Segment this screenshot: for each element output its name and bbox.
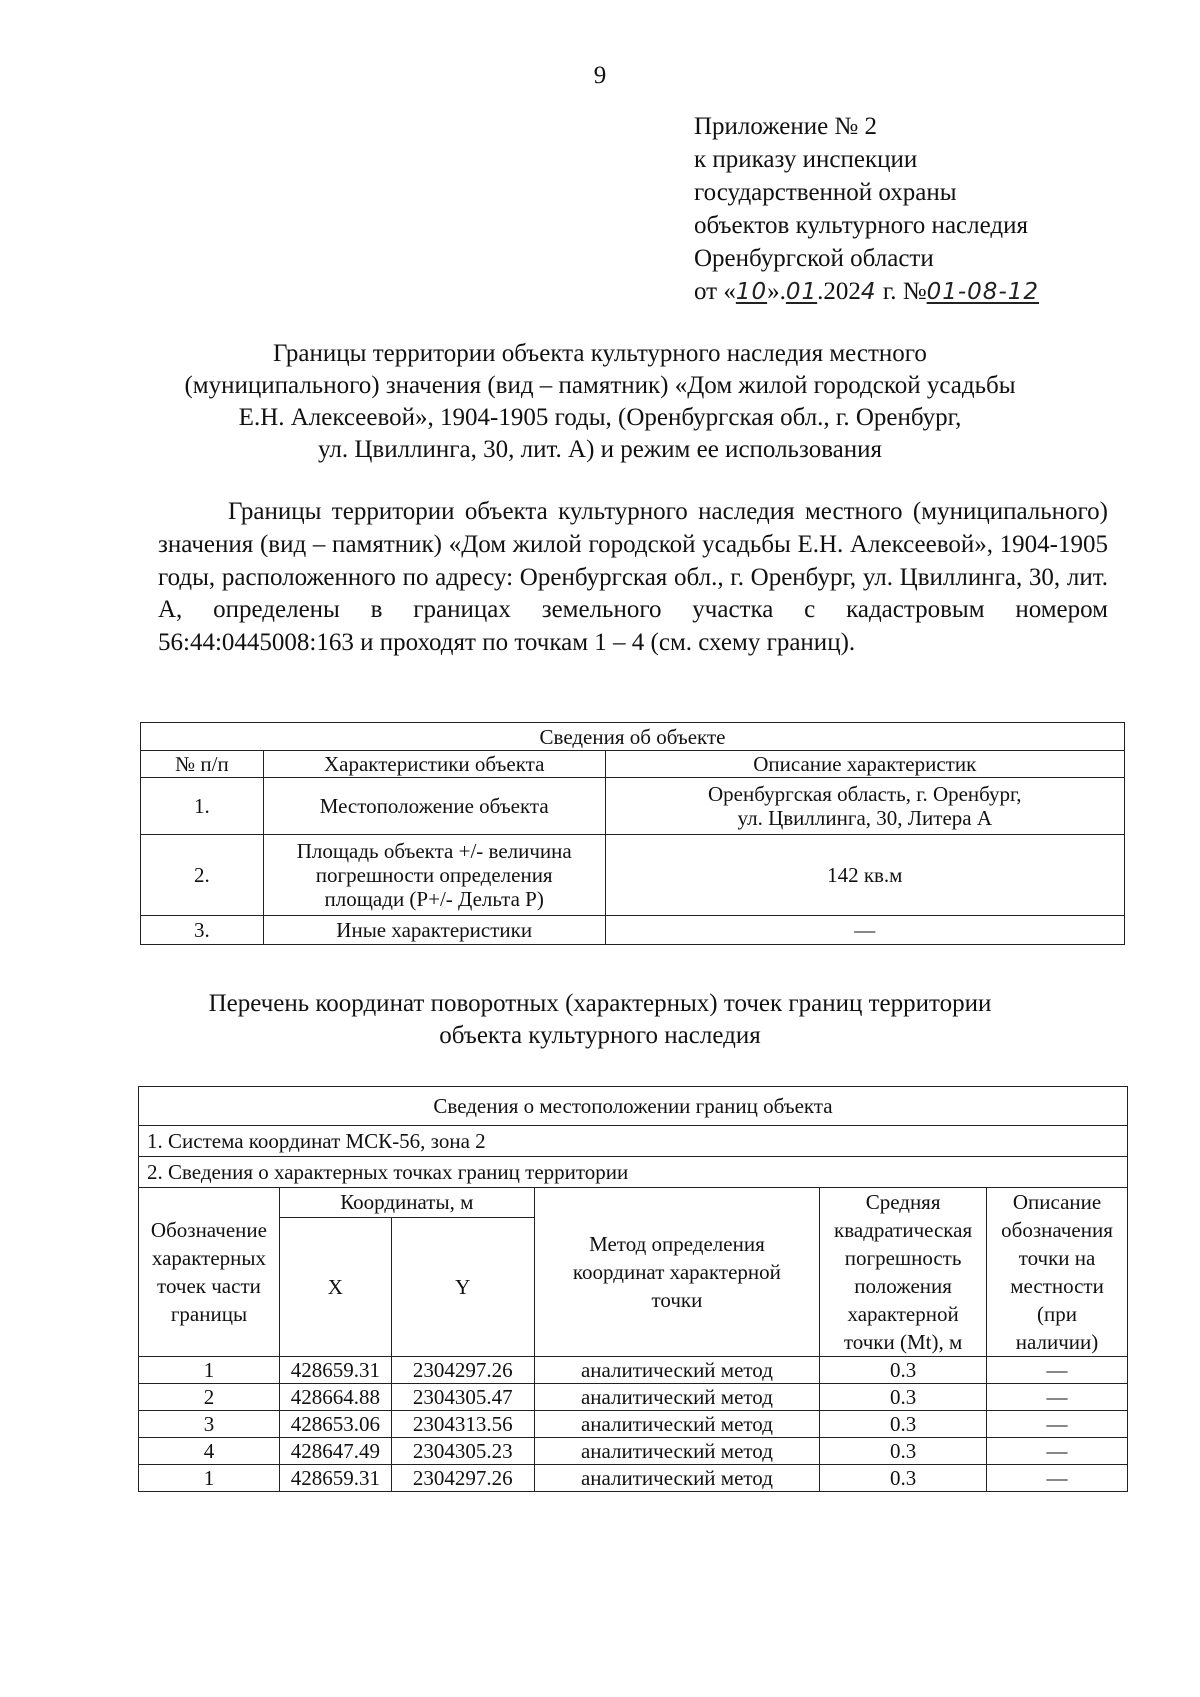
- header-line: координат характерной: [572, 1260, 781, 1284]
- coord-x: 428653.06: [279, 1411, 391, 1438]
- header-line: обозначения: [1001, 1218, 1113, 1242]
- table-row: [141, 778, 1125, 835]
- table-row: [139, 1357, 1128, 1384]
- coord-y: 2304313.56: [391, 1411, 534, 1438]
- method: аналитический метод: [534, 1438, 819, 1465]
- handwritten-day: 10: [735, 279, 768, 305]
- coord-x: 428664.88: [279, 1384, 391, 1411]
- handwritten-year-digit: 4: [860, 279, 877, 305]
- header-line: точки (Mt), м: [843, 1330, 963, 1354]
- handwritten-month: 01: [785, 279, 818, 305]
- appendix-date-line: [694, 275, 1039, 309]
- handwritten-order-number: 01-08-12: [926, 279, 1040, 305]
- method: аналитический метод: [534, 1411, 819, 1438]
- coord-x: 428659.31: [279, 1357, 391, 1384]
- body-paragraph: Границы территории объекта культурного наследия местного (муниципального) значения (вид – памятник) «Дом жилой городской усадьбы Е.Н. Алексеевой», 1904-1905 годы, расположенного по адресу: Оренбургская обл., г. Оренбург, ул. Цвиллинга, 30, лит. А, определены в границах земельного участка с кадастровым номером 56:44:0445008:163 и проходят по точкам 1 – 4 (см. схему границ).: [158, 498, 1108, 657]
- coord-x: 428647.49: [279, 1438, 391, 1465]
- header-line: точки на: [1018, 1246, 1096, 1270]
- appendix-header: [694, 110, 1039, 309]
- table-row: [139, 1411, 1128, 1438]
- header-line: Описание: [1012, 1190, 1102, 1214]
- table-caption: Сведения о местоположении границ объекта: [139, 1087, 1128, 1126]
- coordinates-header: Координаты, м: [279, 1188, 534, 1218]
- column-header: № п/п: [141, 751, 264, 778]
- object-info-table: [140, 722, 1125, 945]
- table-row: [139, 1438, 1128, 1465]
- header-line: границы: [170, 1302, 248, 1326]
- column-header: Описание характеристик: [605, 751, 1124, 778]
- coord-y: 2304305.23: [391, 1438, 534, 1465]
- point-description: —: [987, 1438, 1128, 1465]
- heading-line: ул. Цвиллинга, 30, лит. А) и режим ее использования: [317, 436, 883, 463]
- header-line: точек части: [157, 1274, 261, 1298]
- error-header: [820, 1188, 987, 1357]
- coordinate-system: 1. Система координат МСК-56, зона 2: [139, 1126, 1128, 1157]
- point-id: 2: [139, 1384, 280, 1411]
- name-line: площади (Р+/- Дельта Р): [324, 887, 544, 911]
- mean-error: 0.3: [820, 1438, 987, 1465]
- header-line: квадратическая: [834, 1218, 973, 1242]
- header-line: местности: [1010, 1274, 1104, 1298]
- row-number: 1.: [141, 778, 264, 835]
- row-number: 2.: [141, 835, 264, 916]
- method: аналитический метод: [534, 1465, 819, 1492]
- characteristic-description: 142 кв.м: [605, 835, 1124, 916]
- points-title: 2. Сведения о характерных точках границ территории: [139, 1157, 1128, 1188]
- point-id: 1: [139, 1357, 280, 1384]
- coordinates-table: [138, 1086, 1128, 1492]
- mean-error: 0.3: [820, 1411, 987, 1438]
- characteristic-name: [263, 835, 605, 916]
- header-line: Обозначение: [150, 1218, 267, 1242]
- table-row: [141, 916, 1125, 945]
- coord-y: 2304297.26: [391, 1357, 534, 1384]
- heading-line: объекта культурного наследия: [439, 1022, 761, 1049]
- mean-error: 0.3: [820, 1465, 987, 1492]
- description-line: ул. Цвиллинга, 30, Литера А: [737, 806, 993, 830]
- page-number: 9: [593, 62, 607, 89]
- header-line: наличии): [1015, 1330, 1099, 1354]
- point-description: —: [987, 1357, 1128, 1384]
- header-line: характерной: [847, 1302, 959, 1326]
- heading-line: Е.Н. Алексеевой», 1904-1905 годы, (Оренбургская обл., г. Оренбург,: [238, 404, 962, 431]
- characteristic-name: Местоположение объекта: [263, 778, 605, 835]
- y-header: Y: [391, 1217, 534, 1356]
- header-line: характерных: [151, 1246, 267, 1270]
- table-row: [139, 1384, 1128, 1411]
- header-line: (при: [1037, 1302, 1078, 1326]
- section-heading: [120, 988, 1080, 1052]
- header-line: Средняя: [865, 1190, 941, 1214]
- table-row: [141, 835, 1125, 916]
- method: аналитический метод: [534, 1357, 819, 1384]
- header-line: Метод определения: [589, 1232, 765, 1256]
- appendix-line: Оренбургской области: [694, 245, 934, 272]
- name-line: погрешности определения: [315, 863, 553, 887]
- header-line: точки: [651, 1288, 703, 1312]
- point-id: 4: [139, 1438, 280, 1465]
- heading-line: Перечень координат поворотных (характерных) точек границ территории: [208, 990, 992, 1017]
- date-number-label: г. №: [876, 278, 927, 305]
- date-prefix: от «: [694, 278, 736, 305]
- table-row: [139, 1465, 1128, 1492]
- point-description: —: [987, 1465, 1128, 1492]
- appendix-line: к приказу инспекции: [694, 146, 918, 173]
- date-year-prefix: .202: [817, 278, 861, 305]
- point-description: —: [987, 1384, 1128, 1411]
- x-header: X: [279, 1217, 391, 1356]
- appendix-line: Приложение № 2: [694, 113, 878, 140]
- appendix-line: объектов культурного наследия: [694, 212, 1028, 239]
- mean-error: 0.3: [820, 1384, 987, 1411]
- characteristic-name: Иные характеристики: [263, 916, 605, 945]
- coord-x: 428659.31: [279, 1465, 391, 1492]
- date-separator: ».: [767, 278, 786, 305]
- header-line: погрешность: [844, 1246, 962, 1270]
- coord-y: 2304305.47: [391, 1384, 534, 1411]
- table-caption: Сведения об объекте: [141, 723, 1125, 751]
- header-line: положения: [854, 1274, 952, 1298]
- row-number: 3.: [141, 916, 264, 945]
- characteristic-description: [605, 778, 1124, 835]
- method: аналитический метод: [534, 1384, 819, 1411]
- section-heading: [120, 338, 1080, 466]
- designation-header: [139, 1188, 280, 1357]
- point-id: 1: [139, 1465, 280, 1492]
- name-line: Площадь объекта +/- величина: [296, 839, 572, 863]
- description-line: Оренбургская область, г. Оренбург,: [708, 782, 1022, 806]
- mean-error: 0.3: [820, 1357, 987, 1384]
- characteristic-description: —: [605, 916, 1124, 945]
- heading-line: Границы территории объекта культурного наследия местного: [273, 340, 927, 367]
- appendix-line: государственной охраны: [694, 179, 957, 206]
- method-header: [534, 1188, 819, 1357]
- description-header: [987, 1188, 1128, 1357]
- point-description: —: [987, 1411, 1128, 1438]
- coord-y: 2304297.26: [391, 1465, 534, 1492]
- point-id: 3: [139, 1411, 280, 1438]
- heading-line: (муниципального) значения (вид – памятник) «Дом жилой городской усадьбы: [184, 372, 1016, 399]
- column-header: Характеристики объекта: [263, 751, 605, 778]
